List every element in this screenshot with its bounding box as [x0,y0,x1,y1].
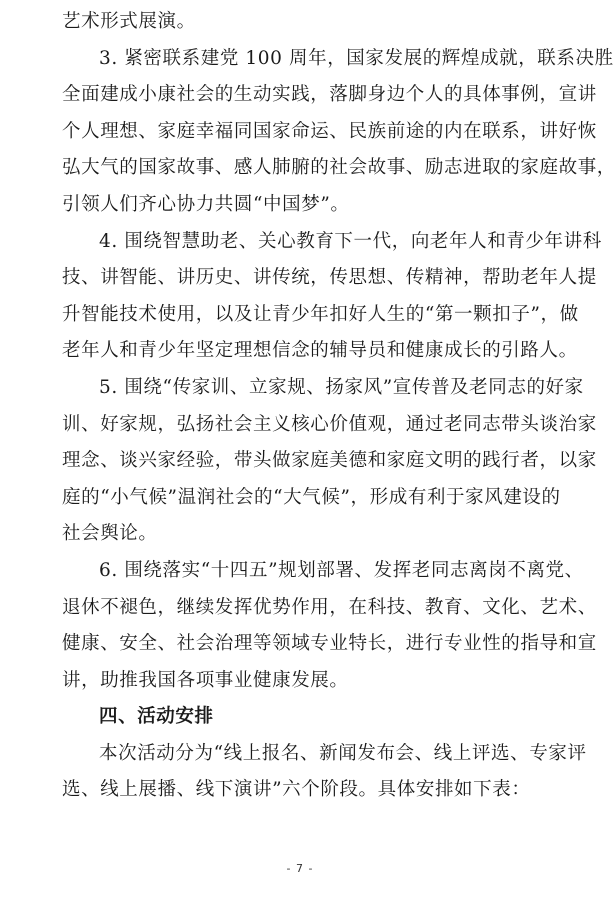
text-line: 升智能技术使用，以及让青少年扣好人生的“第一颗扣子”，做 [62,303,579,325]
text-line: 老年人和青少年坚定理想信念的辅导员和健康成长的引路人。 [62,340,578,362]
text-line: 弘大气的国家故事、感人肺腑的社会故事、励志进取的家庭故事， [62,157,616,179]
text-line: 社会舆论。 [62,523,158,545]
page-number: - 7 - [286,862,314,875]
text-line: 讲，助推我国各项事业健康发展。 [62,669,349,691]
text-line: 理念、谈兴家经验，带头做家庭美德和家庭文明的践行者，以家 [62,450,597,472]
text-line: 5. 围绕“传家训、立家规、扬家风”宣传普及老同志的好家 [99,376,584,398]
text-line: 健康、安全、社会治理等领域专业特长，进行专业性的指导和宣 [62,633,597,655]
text-line: 庭的“小气候”温润社会的“大气候”，形成有利于家风建设的 [62,486,561,508]
text-line: 个人理想、家庭幸福同国家命运、民族前途的内在联系，讲好恢 [62,120,597,142]
text-line: 6. 围绕落实“十四五”规划部署、发挥老同志离岗不离党、 [99,559,584,581]
text-line: 本次活动分为“线上报名、新闻发布会、线上评选、专家评 [99,742,587,764]
text-line: 引领人们齐心协力共圆“中国梦”。 [62,193,350,215]
text-line: 技、讲智能、讲历史、讲传统，传思想、传精神，帮助老年人提 [62,267,597,289]
text-line: 3. 紧密联系建党 100 周年，国家发展的辉煌成就，联系决胜 [99,47,614,69]
text-line: 退休不褪色，继续发挥优势作用，在科技、教育、文化、艺术、 [62,596,597,618]
section-heading: 四、活动安排 [99,706,214,728]
text-line: 选、线上展播、线下演讲”六个阶段。具体安排如下表： [62,779,531,801]
body-text [62,4,616,809]
text-line: 训、好家规，弘扬社会主义核心价值观，通过老同志带头谈治家 [62,413,597,435]
text-line: 全面建成小康社会的生动实践，落脚身边个人的具体事例，宣讲 [62,84,597,106]
text-line: 艺术形式展演。 [62,11,196,32]
text-line: 4. 围绕智慧助老、关心教育下一代，向老年人和青少年讲科 [99,230,602,252]
